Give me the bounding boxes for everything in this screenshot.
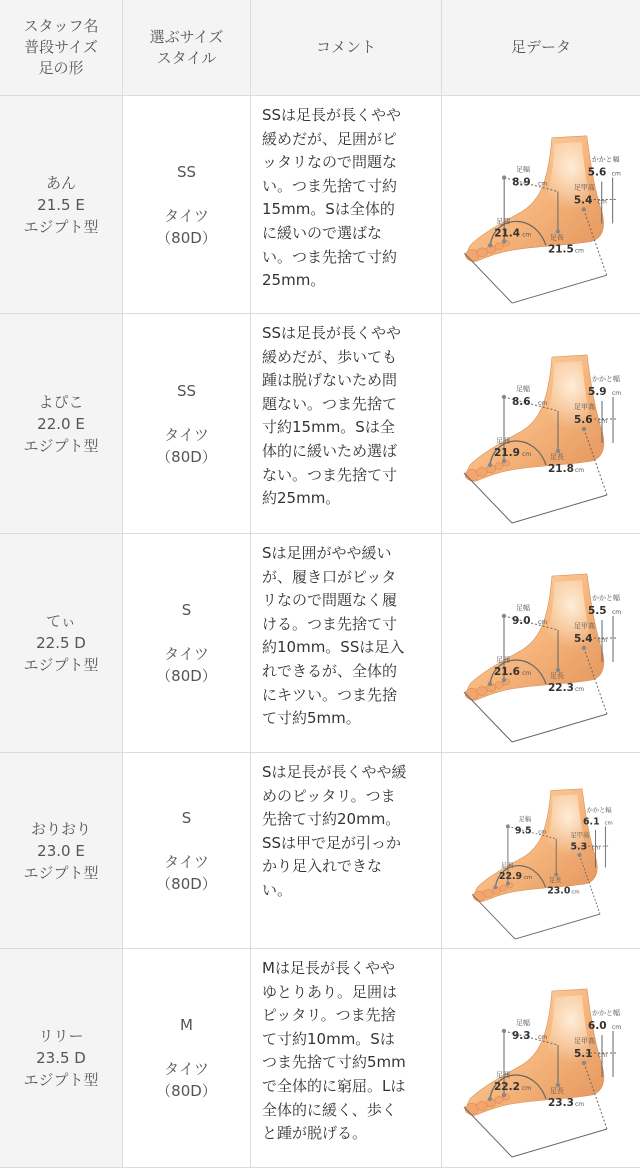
instep-label: 足甲高: [574, 1037, 595, 1045]
width-label: 足幅: [516, 384, 530, 393]
size-cell: [123, 534, 251, 753]
chosen-size: M: [180, 1016, 193, 1034]
denier: （80D）: [156, 447, 217, 466]
girth-label: 足囲: [496, 436, 510, 445]
length-value: 21.8: [548, 462, 574, 475]
width-label: 足幅: [516, 604, 530, 612]
width-dot-2: [506, 882, 510, 886]
length-unit: cm: [575, 466, 585, 474]
staff-name: リリー: [38, 1027, 84, 1045]
heel-value: 5.6: [587, 166, 607, 179]
size-cell: [123, 949, 251, 1168]
header-comment: [251, 0, 442, 96]
width-dot-2: [502, 458, 506, 462]
chosen-size: SS: [176, 381, 197, 400]
girth-dot: [488, 682, 492, 686]
length-label: 足長: [549, 233, 564, 242]
header-size-line-2: スタイル: [156, 48, 217, 67]
heel-dot: [582, 426, 586, 430]
length-line-toe: [472, 894, 515, 939]
length-line-toe: [464, 253, 512, 303]
staff-cell: [0, 96, 123, 314]
header-staff-line-3: 足の形: [38, 59, 84, 77]
style: タイツ: [164, 645, 209, 663]
length-label: 足長: [550, 672, 564, 680]
comment-text: SSは足長が長くやや 緩めだが、歩いても 踵は脱げないため問 題ない。つま先捨て 寸約15mm。Sは全 体的に緩いため選ば ない。つま先捨て寸 約25mm。: [262, 324, 402, 508]
width-value: 9.5: [515, 825, 532, 837]
header-staff-line-1: スタッフ名: [23, 17, 99, 35]
size-cell: [123, 753, 251, 949]
foot-diagram: [442, 315, 640, 533]
width-dot-1: [502, 394, 506, 398]
girth-unit: cm: [522, 1085, 532, 1092]
width-dot-1: [502, 1029, 506, 1033]
instep-label: 足甲高: [574, 402, 595, 411]
comment-cell: [251, 949, 442, 1168]
staff-name: よぴこ: [38, 392, 84, 411]
comment-cell: [251, 753, 442, 949]
chosen-size: S: [181, 808, 192, 827]
heel-dot: [582, 1061, 586, 1065]
instep-unit: cm: [597, 198, 607, 206]
foot-diagram: [442, 949, 640, 1167]
heel-label: かかと幅: [586, 807, 612, 815]
header-comment-label: コメント: [315, 38, 376, 56]
usual-size: 23.0 E: [37, 841, 85, 860]
foot-diagram: [442, 96, 640, 313]
foot-shape: エジプト型: [23, 656, 99, 674]
length-line-bottom: [512, 275, 607, 303]
toe-4: [495, 682, 503, 689]
length-label: 足長: [550, 452, 564, 461]
heel-dot: [582, 646, 586, 650]
heel-label: かかと幅: [592, 374, 620, 383]
length-unit: cm: [574, 247, 584, 255]
comment-cell: [251, 96, 442, 314]
foot-shape: エジプト型: [23, 863, 99, 882]
width-dot-2: [502, 239, 506, 243]
instep-unit: cm: [591, 845, 601, 852]
girth-label: 足囲: [496, 1071, 510, 1079]
instep-unit: cm: [598, 637, 608, 644]
girth-dot: [488, 1097, 492, 1101]
heel-value: 5.5: [588, 605, 607, 617]
staff-cell: [0, 949, 123, 1168]
length-line-bottom: [515, 914, 600, 939]
staff-cell: [0, 314, 123, 534]
comment-text: Sは足長が長くやや緩 めのピッタリ。つま 先捨て寸約20mm。 SSは甲で足が引っか かり足入れできな い。: [262, 763, 407, 899]
girth-unit: cm: [522, 450, 532, 458]
heel-dot: [582, 207, 586, 211]
width-unit: cm: [538, 1034, 548, 1041]
toe-2: [477, 1102, 488, 1111]
chosen-size: S: [181, 601, 192, 619]
usual-size: 23.5 D: [36, 1049, 86, 1067]
foot-cell: [442, 96, 640, 314]
length-line-toe: [464, 692, 512, 742]
length-label: 足長: [550, 1087, 564, 1095]
denier: （80D）: [156, 667, 217, 685]
instep-value: 5.4: [574, 633, 593, 645]
comment-text: SSは足長が長くやや 緩めだが、足囲がピ ッタリなので問題な い。つま先捨て寸約 15mm。Sは全体的 に緩いので選ばな い。つま先捨て寸約 25mm。: [262, 106, 402, 290]
heel-unit: cm: [612, 609, 622, 616]
length-value: 23.0: [547, 885, 571, 897]
heel-label: かかと幅: [591, 155, 620, 164]
instep-value: 5.1: [574, 1048, 593, 1060]
instep-label: 足甲高: [573, 183, 595, 192]
heel-value: 6.1: [583, 816, 600, 828]
staff-name: あん: [45, 173, 76, 192]
girth-value: 22.2: [494, 1081, 520, 1093]
comment-text: Sは足囲がやや緩い が、履き口がピッタ リなので問題なく履 ける。つま先捨て寸 約10mm。SSは足入 れできるが、全体的 にキツい。つま先捨 て寸約5mm。: [262, 544, 405, 728]
foot-shape: エジプト型: [23, 1071, 99, 1089]
girth-unit: cm: [522, 231, 532, 239]
length-line-bottom: [512, 714, 607, 742]
width-value: 8.6: [512, 395, 531, 408]
heel-unit: cm: [612, 1024, 622, 1031]
heel-unit: cm: [612, 389, 622, 397]
toe-4: [495, 1097, 503, 1104]
foot-shape: エジプト型: [23, 436, 99, 455]
toe-2: [477, 687, 488, 696]
length-unit: cm: [571, 889, 580, 896]
width-value: 8.9: [512, 176, 531, 189]
style: タイツ: [164, 1060, 209, 1078]
length-line-toe: [464, 473, 512, 523]
width-unit: cm: [538, 619, 548, 626]
size-cell: [123, 314, 251, 534]
girth-dot: [493, 885, 497, 889]
foot-cell: [442, 534, 640, 753]
length-value: 22.3: [548, 682, 574, 694]
girth-dot: [488, 243, 492, 247]
width-label: 足幅: [518, 815, 532, 823]
girth-unit: cm: [524, 875, 533, 882]
girth-label: 足囲: [496, 217, 511, 226]
staff-name: てぃ: [46, 612, 76, 630]
girth-label: 足囲: [500, 862, 514, 870]
width-label: 足幅: [516, 1019, 530, 1027]
heel-value: 6.0: [588, 1020, 607, 1032]
width-unit: cm: [538, 180, 548, 188]
header-staff-line-2: 普段サイズ: [24, 38, 98, 56]
denier: （80D）: [156, 228, 217, 247]
toe-4: [500, 885, 508, 891]
length-unit: cm: [575, 1101, 585, 1108]
foot-diagram: [442, 534, 640, 752]
toe-2: [477, 467, 488, 476]
heel-unit: cm: [611, 170, 621, 178]
instep-value: 5.3: [570, 841, 588, 853]
toe-4: [495, 462, 503, 469]
staff-cell: [0, 534, 123, 753]
foot-shape: エジプト型: [23, 217, 99, 236]
comment-cell: [251, 314, 442, 534]
heel-unit: cm: [604, 820, 613, 827]
staff-cell: [0, 753, 123, 949]
toe-2: [483, 890, 493, 898]
instep-unit: cm: [598, 417, 608, 425]
instep-unit: cm: [598, 1052, 608, 1059]
header-foot-label: 足データ: [510, 38, 571, 56]
instep-value: 5.4: [573, 194, 593, 207]
foot-cell: [442, 949, 640, 1168]
heel-dot: [577, 853, 581, 857]
girth-unit: cm: [522, 670, 532, 677]
width-dot-2: [502, 678, 506, 682]
toe-4: [495, 243, 503, 250]
width-dot-1: [506, 824, 510, 828]
denier: （80D）: [156, 1082, 217, 1100]
foot-cell: [442, 753, 640, 949]
width-unit: cm: [538, 399, 548, 407]
heel-value: 5.9: [588, 385, 607, 398]
foot-cell: [442, 314, 640, 534]
instep-label: 足甲高: [570, 832, 590, 840]
width-dot-1: [502, 614, 506, 618]
header-size-line-1: 選ぶサイズ: [149, 27, 224, 46]
instep-value: 5.6: [574, 413, 593, 426]
width-value: 9.3: [512, 1030, 531, 1042]
length-label: 足長: [549, 876, 562, 884]
width-label: 足幅: [516, 165, 531, 174]
heel-label: かかと幅: [592, 594, 620, 602]
usual-size: 22.0 E: [37, 414, 85, 433]
usual-size: 22.5 D: [36, 634, 86, 652]
girth-dot: [488, 462, 492, 466]
staff-name: おりおり: [30, 819, 91, 838]
style: タイツ: [164, 425, 209, 444]
girth-value: 21.9: [494, 446, 520, 459]
comment-cell: [251, 534, 442, 753]
style: タイツ: [164, 852, 209, 871]
header-staff: [0, 0, 123, 96]
header-size: [123, 0, 251, 96]
header-foot: [442, 0, 640, 96]
comment-text: Mは足長が長くやや ゆとりあり。足囲は ピッタリ。つま先捨 て寸約10mm。Sは つま先捨て寸約5mm で全体的に窮屈。Lは 全体的に緩く、歩く と踵が脱げる。: [262, 959, 406, 1143]
length-value: 21.5: [547, 243, 574, 256]
chosen-size: SS: [176, 162, 197, 181]
usual-size: 21.5 E: [37, 195, 85, 214]
girth-value: 21.4: [494, 227, 520, 240]
denier: （80D）: [156, 874, 217, 893]
foot-diagram: [442, 753, 640, 948]
length-line-bottom: [512, 495, 607, 523]
girth-value: 22.9: [498, 871, 523, 883]
size-cell: [123, 96, 251, 314]
length-unit: cm: [575, 686, 585, 693]
instep-label: 足甲高: [574, 622, 595, 630]
toe-2: [477, 248, 488, 257]
width-value: 9.0: [512, 615, 531, 627]
style: タイツ: [164, 206, 209, 225]
length-value: 23.3: [548, 1097, 574, 1109]
length-line-toe: [464, 1107, 512, 1157]
girth-label: 足囲: [496, 656, 510, 664]
heel-label: かかと幅: [592, 1009, 620, 1017]
width-unit: cm: [538, 829, 547, 836]
width-dot-2: [502, 1093, 506, 1097]
width-dot-1: [502, 175, 506, 179]
length-line-bottom: [512, 1129, 607, 1157]
girth-value: 21.6: [494, 666, 520, 678]
